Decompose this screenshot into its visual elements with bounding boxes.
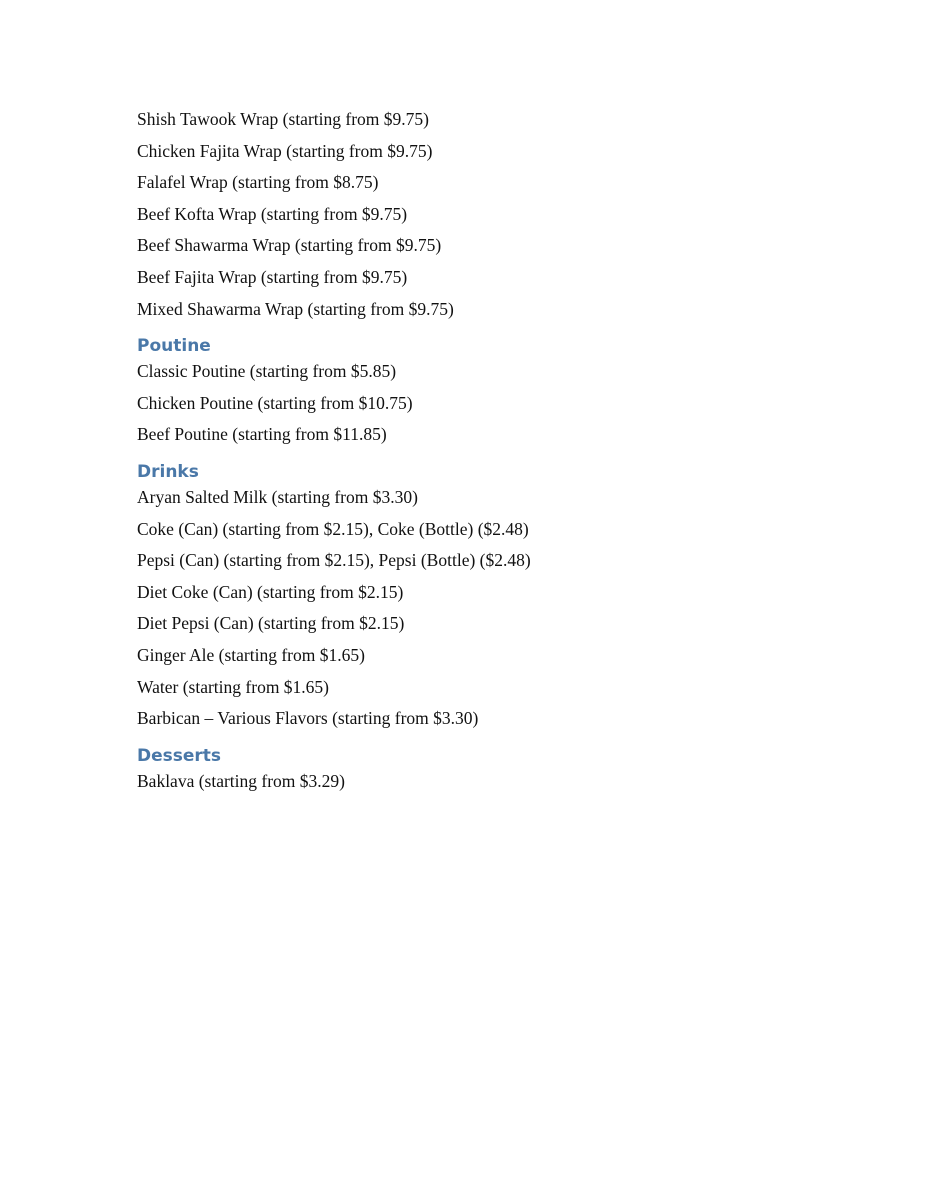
section-heading-desserts: Desserts [137, 745, 222, 766]
menu-item: Mixed Shawarma Wrap (starting from $9.75) [137, 298, 454, 319]
menu-item: Baklava (starting from $3.29) [137, 770, 346, 791]
menu-item: Beef Shawarma Wrap (starting from $9.75) [137, 235, 442, 256]
menu-item: Falafel Wrap (starting from $8.75) [137, 172, 379, 193]
menu-item: Barbican – Various Flavors (starting from $3.30) [137, 708, 479, 729]
menu-item: Beef Poutine (starting from $11.85) [137, 424, 387, 445]
menu-item: Chicken Poutine (starting from $10.75) [137, 392, 413, 413]
menu-item: Beef Kofta Wrap (starting from $9.75) [137, 203, 408, 224]
section-poutine [137, 335, 837, 453]
menu-item: Pepsi (Can) (starting from $2.15), Pepsi (Bottle) ($2.48) [137, 550, 531, 571]
section-heading-poutine: Poutine [137, 336, 211, 357]
menu-item: Shish Tawook Wrap (starting from $9.75) [137, 109, 429, 129]
menu-item: Chicken Fajita Wrap (starting from $9.75) [137, 140, 433, 161]
menu-item: Classic Poutine (starting from $5.85) [137, 361, 397, 382]
section-desserts [137, 745, 837, 800]
menu-item: Beef Fajita Wrap (starting from $9.75) [137, 266, 408, 287]
menu-item: Ginger Ale (starting from $1.65) [137, 644, 365, 665]
section-heading-drinks: Drinks [137, 461, 199, 482]
section-wraps [137, 106, 837, 327]
menu-item: Water (starting from $1.65) [137, 676, 330, 697]
section-drinks [137, 461, 837, 737]
menu-item: Diet Coke (Can) (starting from $2.15) [137, 581, 404, 602]
menu-item: Aryan Salted Milk (starting from $3.30) [137, 486, 418, 507]
menu-item: Diet Pepsi (Can) (starting from $2.15) [137, 613, 405, 634]
menu-item: Coke (Can) (starting from $2.15), Coke (Bottle) ($2.48) [137, 518, 529, 539]
menu-content [137, 106, 837, 799]
